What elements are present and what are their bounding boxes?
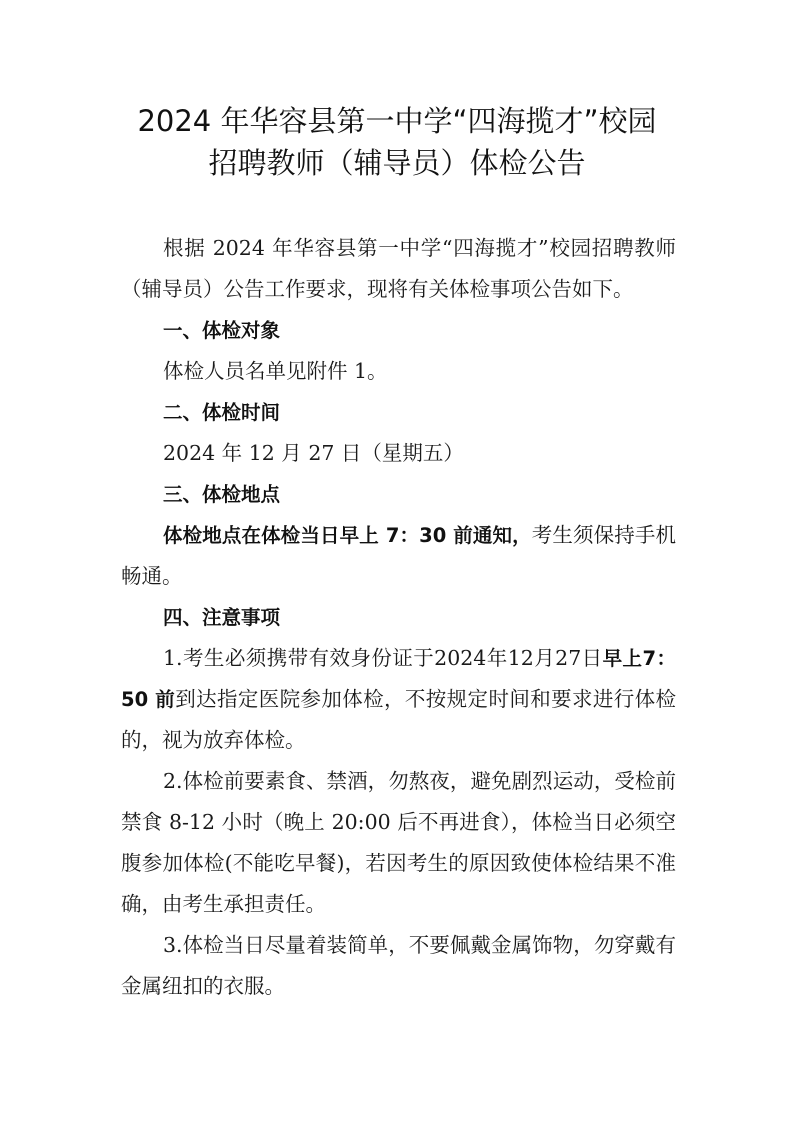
intro-paragraph: 根据 2024 年华容县第一中学“四海揽才”校园招聘教师（辅导员）公告工作要求，现将有关体检事项公告如下。 [121, 236, 676, 301]
location-notice-bold: 体检地点在体检当日早上 7：30 前通知， [163, 524, 532, 547]
document-title-line2: 招聘教师（辅导员）体检公告 [208, 146, 586, 180]
section-heading-notes: 四、注意事项 [163, 606, 281, 629]
section-text-subjects: 体检人员名单见附件 1。 [163, 359, 388, 383]
section-heading-subjects: 一、体检对象 [163, 319, 281, 342]
section-heading-time: 二、体检时间 [163, 401, 281, 424]
notes-item-1-post: 到达指定医院参加体检，不按规定时间和要求进行体检的，视为放弃体检。 [121, 687, 676, 752]
notes-item-1 [121, 638, 676, 761]
document-body [121, 228, 676, 1007]
notes-item-1-pre: 1.考生必须携带有效身份证于2024年12月27日 [163, 646, 603, 670]
document-title-line1: 2024 年华容县第一中学“四海揽才”校园 [137, 104, 657, 138]
notes-item-2: 2.体检前要素食、禁酒，勿熬夜，避免剧烈运动，受检前禁食 8-12 小时（晚上 20:00 后不再进食），体检当日必须空腹参加体检(不能吃早餐)，若因考生的原因致使体检结果不准确，由考生承担责任。 [121, 769, 676, 916]
section-text-time: 2024 年 12 月 27 日（星期五） [163, 441, 464, 465]
section-text-location [121, 515, 676, 597]
notes-item-1-bold: 早上7：50 前 [121, 647, 676, 711]
notes-item-3: 3.体检当日尽量着装简单，不要佩戴金属饰物，勿穿戴有金属纽扣的衣服。 [121, 933, 676, 998]
location-notice-rest: 考生须保持手机畅通。 [121, 523, 676, 588]
section-heading-location: 三、体检地点 [163, 483, 281, 506]
